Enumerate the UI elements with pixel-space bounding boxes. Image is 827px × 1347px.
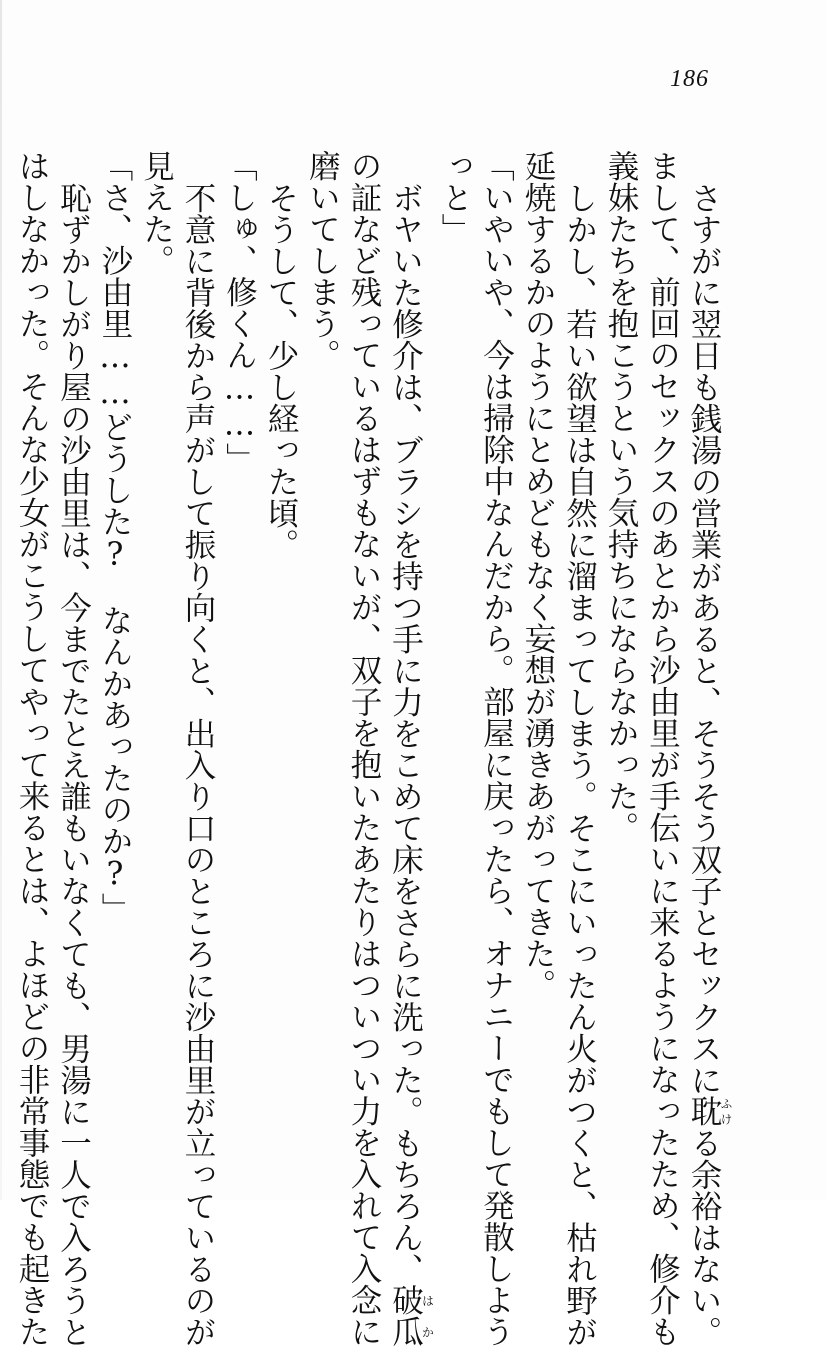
text-run: 延焼するかのようにとめどもなく妄想が湧きあがってきた。 xyxy=(520,150,556,1001)
text-run: 「さ、沙由里……どうした? なんかあったのか?」 xyxy=(97,150,133,924)
text-line xyxy=(475,150,517,1100)
text-line xyxy=(558,150,600,1100)
text-line xyxy=(384,150,434,1100)
text-line xyxy=(641,150,683,1100)
text-run: る余裕はない。 xyxy=(686,1127,722,1347)
text-run: 磨いてしまう。 xyxy=(305,150,341,371)
text-line xyxy=(343,150,385,1100)
text-line xyxy=(517,150,559,1100)
text-line xyxy=(683,150,733,1100)
text-run: 不意に背後から声がして振り向くと、出入り口のところに沙由里が立っているのが xyxy=(180,182,216,1347)
text-line xyxy=(600,150,642,1100)
text-line xyxy=(11,150,53,1100)
text-run: はしなかった。そんな少女がこうしてやって来るとは、よほどの非常事態でも起きた xyxy=(14,150,50,1347)
text-run: しかし、若い欲望は自然に溜まってしまう。そこにいったん火がつくと、枯れ野が xyxy=(562,182,598,1347)
vertical-text-body xyxy=(11,150,733,1100)
furigana: はか xyxy=(421,1284,435,1347)
text-line xyxy=(94,150,136,1100)
text-run: 恥ずかしがり屋の沙由里は、今までたとえ誰もいなくても、男湯に一人で入ろうと xyxy=(56,182,92,1347)
text-run: そうして、少し経った頃。 xyxy=(263,182,299,560)
text-line xyxy=(52,150,94,1100)
ruby-word: 破瓜はか xyxy=(388,1284,424,1347)
text-run: 「しゅ、修くん……」 xyxy=(222,150,258,474)
text-run: っと」 xyxy=(437,150,473,245)
text-line xyxy=(434,150,476,1100)
ruby-word: 耽ふけ xyxy=(686,1095,722,1127)
text-line xyxy=(177,150,219,1100)
text-run: ボヤいた修介は、ブラシを持つ手に力をこめて床をさらに洗った。もちろん、 xyxy=(388,182,424,1285)
page-number: 186 xyxy=(670,66,709,93)
text-run: の証など残っているはずもないが、双子を抱いたあたりはついつい力を入れて入念に xyxy=(346,150,382,1347)
text-run: 義妹たちを抱こうという気持ちにならなかった。 xyxy=(603,150,639,843)
text-line xyxy=(135,150,177,1100)
text-run: 「いやいや、今は掃除中なんだから。部屋に戻ったら、オナニーでもして発散しよう xyxy=(479,150,515,1347)
text-run: さすがに翌日も銭湯の営業があると、そうそう双子とセックスに xyxy=(686,182,722,1096)
text-run: 見えた。 xyxy=(139,150,175,276)
text-line xyxy=(301,150,343,1100)
furigana: ふけ xyxy=(719,1095,733,1127)
text-run: まして、前回のセックスのあとから沙由里が手伝いに来るようになったため、修介も xyxy=(645,150,681,1347)
text-line xyxy=(218,150,260,1100)
text-line xyxy=(260,150,302,1100)
scan-edge-shadow xyxy=(0,0,2,1200)
